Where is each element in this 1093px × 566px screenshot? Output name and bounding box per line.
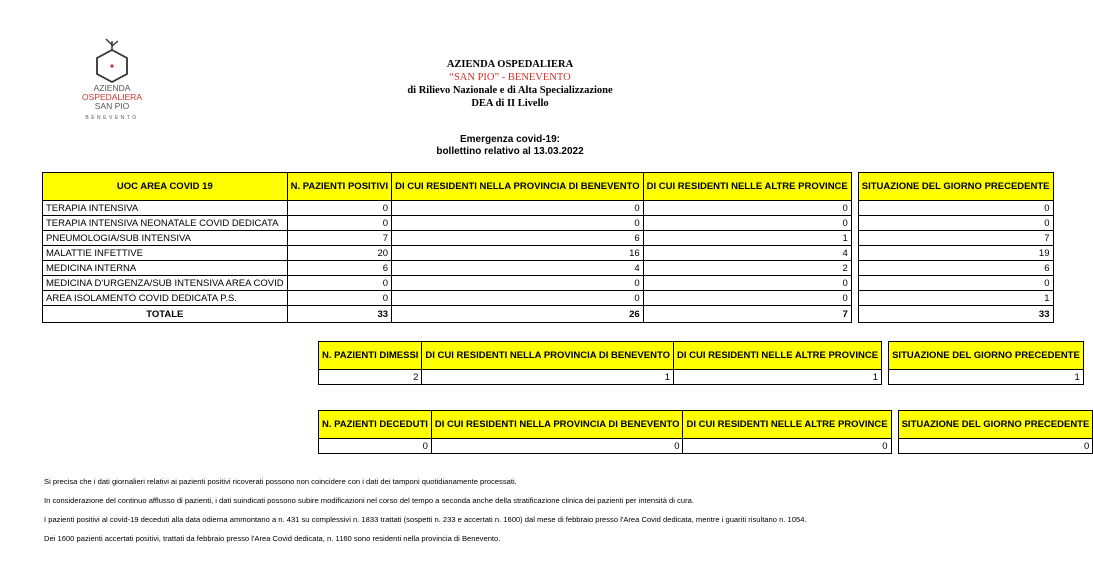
logo-line-sanpio: SAN PIO (94, 101, 130, 111)
note-3: I pazienti positivi al covid-19 deceduti alla data odierna ammontano a n. 431 su complessivi n. 1833 trattati (sospetti n. 233 e accertati n. 1600) dal mese di febbraio presso l'Area Covid dedicata, mentre i guariti risultano n. 1054. (44, 515, 807, 524)
logo-line-ospedaliera: OSPEDALIERA (82, 92, 142, 102)
gap-cell (851, 173, 858, 201)
gap-cell (882, 370, 889, 385)
bulletin-title (380, 134, 640, 158)
row-prev: 0 (858, 201, 1053, 216)
gap-cell (882, 342, 889, 370)
dimessi-bn-value: 1 (422, 370, 674, 385)
row-label: TERAPIA INTENSIVA NEONATALE COVID DEDICATA (43, 216, 288, 231)
table-row (43, 261, 1054, 276)
header-dimessi-altre: DI CUI RESIDENTI NELLE ALTRE PROVINCE (673, 342, 881, 370)
logo-hexagon-icon (91, 38, 133, 82)
bulletin-line1: Emergenza covid-19: (459, 134, 561, 145)
row-altre: 0 (643, 201, 851, 216)
row-altre: 0 (643, 276, 851, 291)
header-deceduti: N. PAZIENTI DECEDUTI (319, 411, 432, 439)
header-prev: SITUAZIONE DEL GIORNO PRECEDENTE (858, 173, 1053, 201)
row-positivi: 6 (287, 261, 391, 276)
row-altre: 4 (643, 246, 851, 261)
row-altre: 2 (643, 261, 851, 276)
dimessi-prev-value: 1 (889, 370, 1084, 385)
positivi-table (42, 172, 1054, 323)
gap-cell (851, 291, 858, 306)
logo-line-benevento: BENEVENTO (85, 115, 139, 121)
row-altre: 0 (643, 291, 851, 306)
header-deceduti-bn: DI CUI RESIDENTI NELLA PROVINCIA DI BENEVENTO (431, 411, 683, 439)
table-row (43, 216, 1054, 231)
totale-altre: 7 (643, 306, 851, 323)
row-prev: 19 (858, 246, 1053, 261)
deceduti-values-row (319, 439, 1093, 454)
row-positivi: 0 (287, 276, 391, 291)
gap-cell (851, 231, 858, 246)
totale-label: TOTALE (43, 306, 288, 323)
row-positivi: 20 (287, 246, 391, 261)
row-bn: 0 (392, 276, 644, 291)
note-2: In considerazione del continuo afflusso di pazienti, i dati suindicati possono subire modificazioni nel corso del tempo a seconda anche della stratificazione clinica dei pazienti per intensità di cura. (44, 496, 694, 505)
header-dimessi: N. PAZIENTI DIMESSI (319, 342, 422, 370)
row-bn: 0 (392, 216, 644, 231)
header-deceduti-prev: SITUAZIONE DEL GIORNO PRECEDENTE (898, 411, 1093, 439)
table-row (43, 231, 1054, 246)
header-subtitle: “SAN PIO” - BENEVENTO (449, 72, 571, 83)
table-row (43, 246, 1054, 261)
row-label: MALATTIE INFETTIVE (43, 246, 288, 261)
row-label: PNEUMOLOGIA/SUB INTENSIVA (43, 231, 288, 246)
row-altre: 1 (643, 231, 851, 246)
gap-cell (891, 411, 898, 439)
totale-row (43, 306, 1054, 323)
row-positivi: 0 (287, 291, 391, 306)
row-prev: 7 (858, 231, 1053, 246)
gap-cell (891, 439, 898, 454)
logo-line-azienda: AZIENDA (93, 83, 131, 93)
note-4: Dei 1600 pazienti accertati positivi, trattati da febbraio presso l'Area Covid dedicata, n. 1160 sono residenti nella provincia di Benevento. (44, 534, 501, 543)
deceduti-altre-value: 0 (683, 439, 891, 454)
dimessi-value: 2 (319, 370, 422, 385)
row-label: MEDICINA D'URGENZA/SUB INTENSIVA AREA COVID (43, 276, 288, 291)
row-bn: 0 (392, 291, 644, 306)
positivi-header-row (43, 173, 1054, 201)
deceduti-bn-value: 0 (431, 439, 683, 454)
gap-cell (851, 261, 858, 276)
dimessi-values-row (319, 370, 1084, 385)
document-header (380, 58, 640, 110)
header-residenti-altre: DI CUI RESIDENTI NELLE ALTRE PROVINCE (643, 173, 851, 201)
header-uoc: UOC AREA COVID 19 (43, 173, 288, 201)
gap-cell (851, 246, 858, 261)
row-bn: 6 (392, 231, 644, 246)
row-altre: 0 (643, 216, 851, 231)
gap-cell (851, 306, 858, 323)
hospital-logo (78, 38, 146, 130)
row-positivi: 7 (287, 231, 391, 246)
row-bn: 16 (392, 246, 644, 261)
bulletin-line2: bollettino relativo al 13.03.2022 (436, 146, 584, 157)
row-prev: 1 (858, 291, 1053, 306)
table-row (43, 201, 1054, 216)
deceduti-value: 0 (319, 439, 432, 454)
totale-prev: 33 (858, 306, 1053, 323)
notes-section (44, 477, 994, 553)
gap-cell (851, 216, 858, 231)
note-1: Si precisa che i dati giornalieri relativi ai pazienti positivi ricoverati possono non coincidere con i dati dei tamponi quotidianamente processati. (44, 477, 517, 486)
header-line3: di Rilievo Nazionale e di Alta Specializzazione (407, 85, 613, 96)
header-dimessi-prev: SITUAZIONE DEL GIORNO PRECEDENTE (889, 342, 1084, 370)
row-prev: 0 (858, 216, 1053, 231)
row-bn: 4 (392, 261, 644, 276)
header-positivi: N. PAZIENTI POSITIVI (287, 173, 391, 201)
dimessi-header-row (319, 342, 1084, 370)
header-dimessi-bn: DI CUI RESIDENTI NELLA PROVINCIA DI BENEVENTO (422, 342, 674, 370)
table-row (43, 276, 1054, 291)
row-positivi: 0 (287, 201, 391, 216)
row-bn: 0 (392, 201, 644, 216)
deceduti-header-row (319, 411, 1093, 439)
deceduti-prev-value: 0 (898, 439, 1093, 454)
header-line4: DEA di II Livello (471, 98, 549, 109)
row-prev: 0 (858, 276, 1053, 291)
header-residenti-bn: DI CUI RESIDENTI NELLA PROVINCIA DI BENEVENTO (392, 173, 644, 201)
header-deceduti-altre: DI CUI RESIDENTI NELLE ALTRE PROVINCE (683, 411, 891, 439)
totale-positivi: 33 (287, 306, 391, 323)
gap-cell (851, 201, 858, 216)
gap-cell (851, 276, 858, 291)
dimessi-table (318, 341, 1084, 385)
deceduti-table (318, 410, 1093, 454)
row-label: MEDICINA INTERNA (43, 261, 288, 276)
row-positivi: 0 (287, 216, 391, 231)
table-row (43, 291, 1054, 306)
dimessi-altre-value: 1 (673, 370, 881, 385)
row-label: AREA ISOLAMENTO COVID DEDICATA P.S. (43, 291, 288, 306)
row-label: TERAPIA INTENSIVA (43, 201, 288, 216)
header-title: AZIENDA OSPEDALIERA (446, 59, 574, 70)
totale-bn: 26 (392, 306, 644, 323)
row-prev: 6 (858, 261, 1053, 276)
